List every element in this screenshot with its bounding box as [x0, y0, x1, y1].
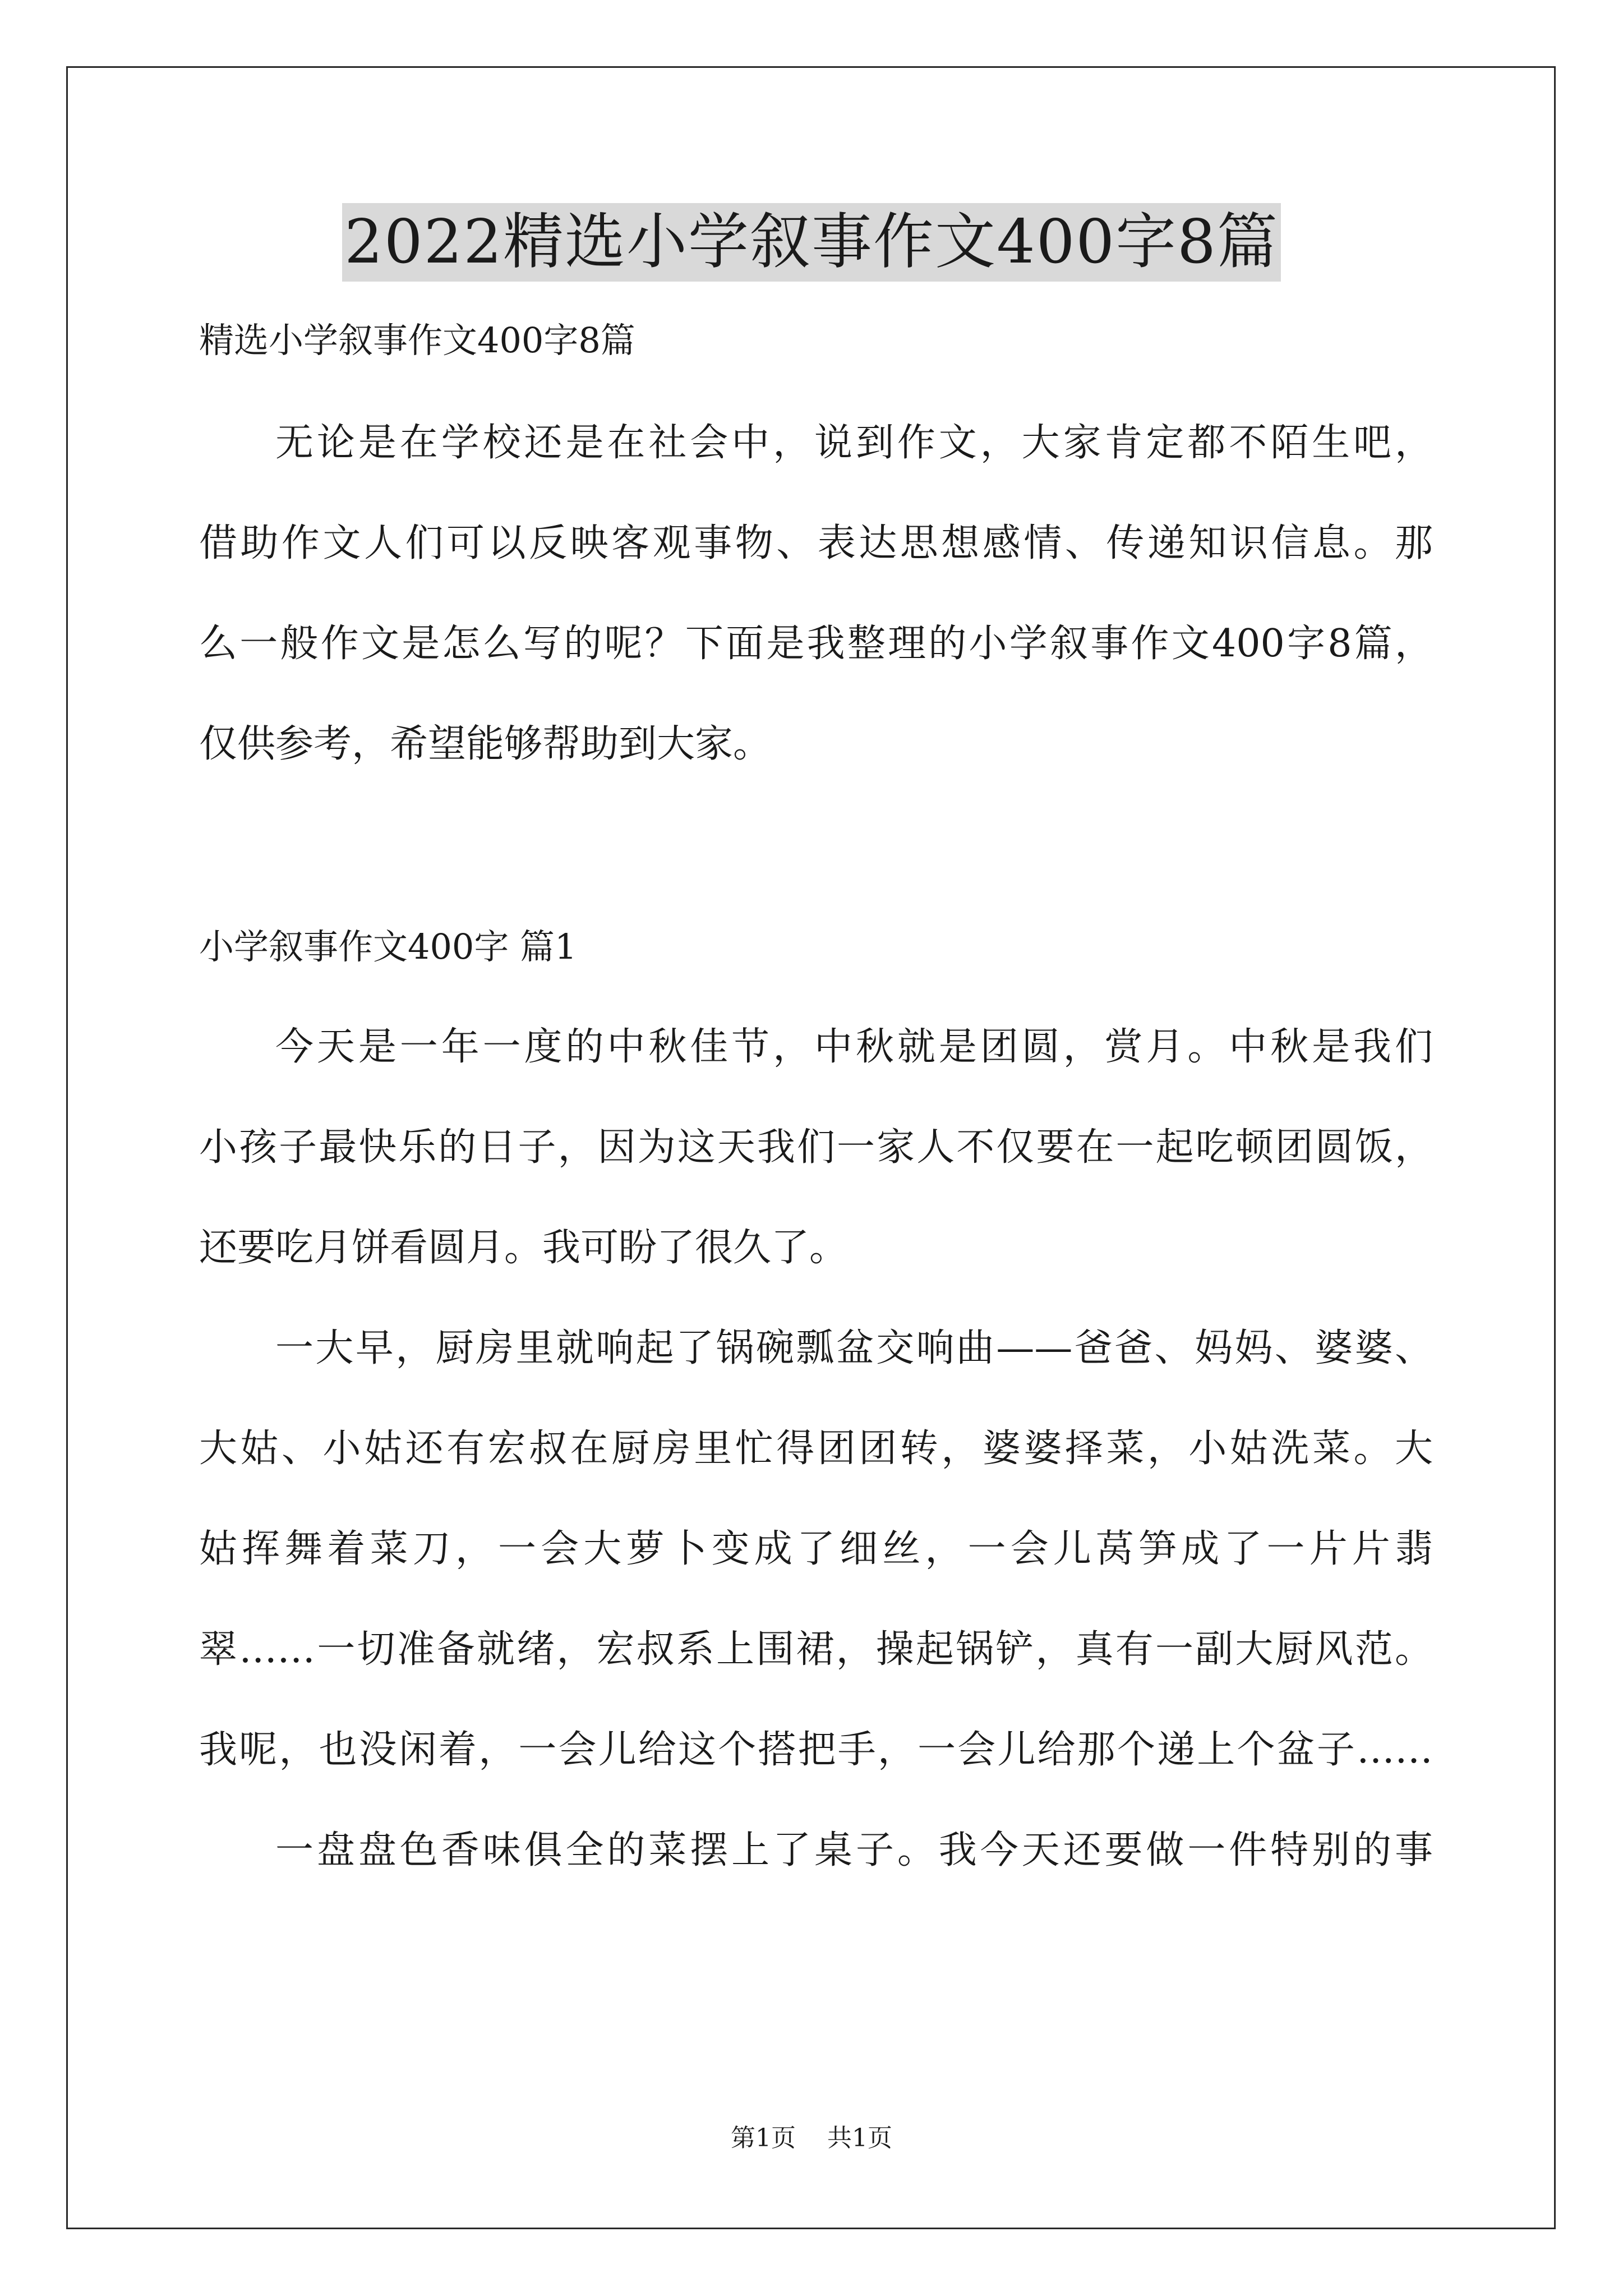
para3-line-1: 一盘盘色香味俱全的菜摆上了桌子。我今天还要做一件特别的事: [275, 1828, 1433, 1872]
para1-line-2: 小孩子最快乐的日子，因为这天我们一家人不仅要在一起吃顿团圆饭，: [199, 1125, 1433, 1170]
para1-line-3: 还要吃月饼看圆月。我可盼了很久了。: [199, 1226, 848, 1270]
para2-line-1: 一大早，厨房里就响起了锅碗瓢盆交响曲——爸爸、妈妈、婆婆、: [275, 1326, 1433, 1370]
para2-line-5: 我呢，也没闲着，一会儿给这个搭把手，一会儿给那个递上个盆子……: [199, 1728, 1433, 1772]
document-subtitle: 精选小学叙事作文400字8篇: [199, 320, 635, 361]
intro-line-1: 无论是在学校还是在社会中，说到作文，大家肯定都不陌生吧，: [275, 421, 1433, 465]
title-container: [0, 203, 1623, 282]
para2-line-3: 姑挥舞着菜刀，一会大萝卜变成了细丝，一会儿莴笋成了一片片翡: [199, 1527, 1433, 1571]
para2-line-4: 翠……一切准备就绪，宏叔系上围裙，操起锅铲，真有一副大厨风范。: [199, 1627, 1433, 1672]
para2-line-2: 大姑、小姑还有宏叔在厨房里忙得团团转，婆婆择菜，小姑洗菜。大: [199, 1427, 1433, 1471]
section-heading: 小学叙事作文400字 篇1: [199, 926, 577, 967]
document-title: 2022精选小学叙事作文400字8篇: [342, 203, 1281, 282]
page-footer: 第1页 共1页: [731, 2124, 892, 2152]
intro-line-3: 么一般作文是怎么写的呢？下面是我整理的小学叙事作文400字8篇，: [199, 622, 1433, 666]
intro-line-4: 仅供参考，希望能够帮助到大家。: [199, 722, 772, 766]
para1-line-1: 今天是一年一度的中秋佳节，中秋就是团圆，赏月。中秋是我们: [275, 1025, 1433, 1069]
intro-line-2: 借助作文人们可以反映客观事物、表达思想感情、传递知识信息。那: [199, 521, 1433, 565]
